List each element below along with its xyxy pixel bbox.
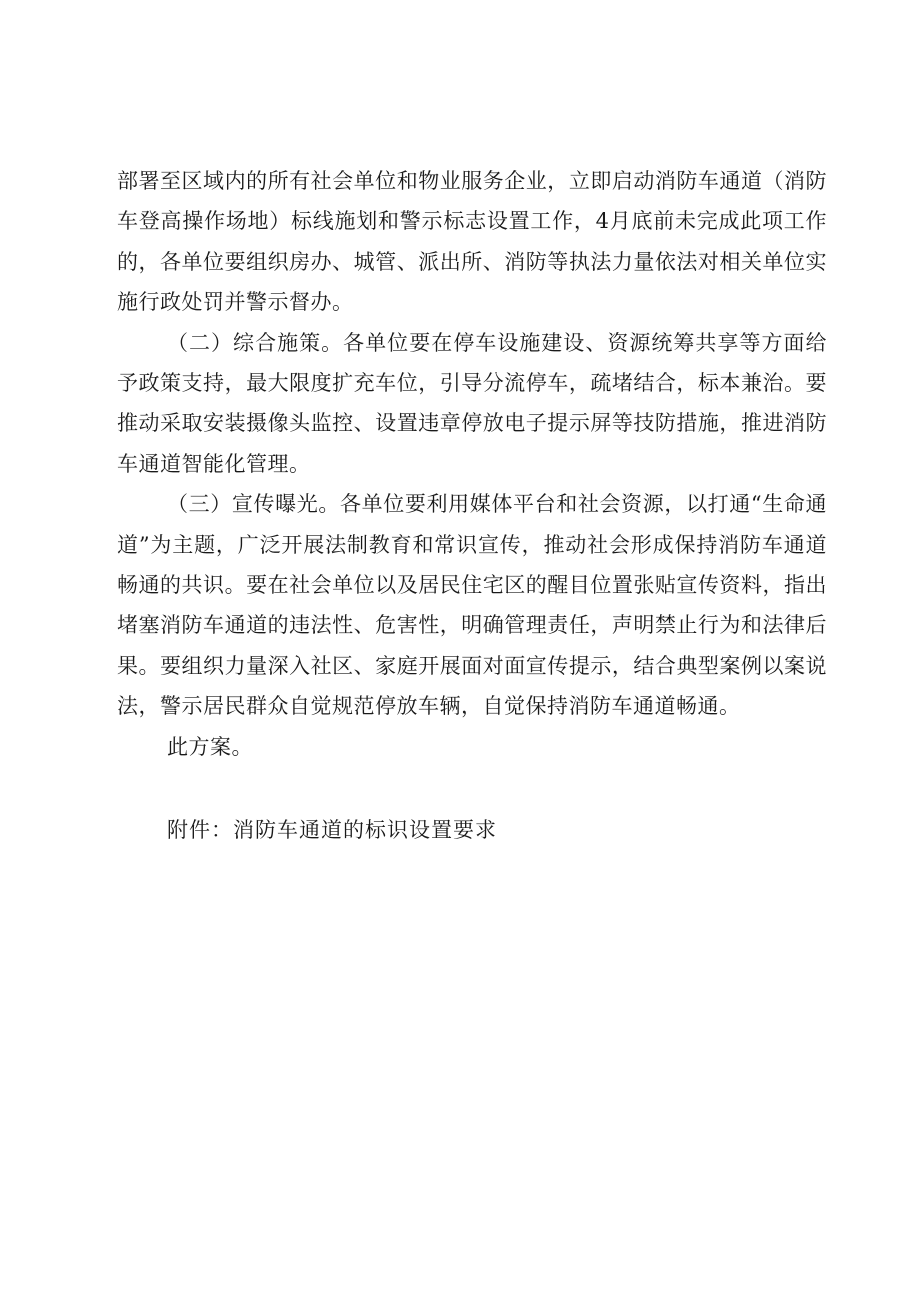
closing-line: 此方案。 bbox=[167, 734, 253, 759]
body-paragraph-comprehensive-measures: （二）综合施策。各单位要在停车设施建设、资源统筹共享等方面给予政策支持，最大限度扩充车位，引导分流停车，疏堵结合，标本兼治。要推动采取安装摄像头监控、设置违章停放电子提示屏等技防措施，推进消防车通道智能化管理。 bbox=[117, 330, 827, 476]
body-paragraph-1: 部署至区域内的所有社会单位和物业服务企业，立即启动消防车通道（消防车登高操作场地）标线施划和警示标志设置工作，4月底前未完成此项工作的，各单位要组织房办、城管、派出所、消防等执法力量依法对相关单位实施行政处罚并警示督办。 bbox=[117, 169, 827, 315]
document-body bbox=[117, 161, 827, 851]
body-paragraph-publicity-exposure: （三）宣传曝光。各单位要利用媒体平台和社会资源，以打通“生命通道”为主题，广泛开展法制教育和常识宣传，推动社会形成保持消防车通道畅通的共识。要在社会单位以及居民住宅区的醒目位置张贴宣传资料，指出堵塞消防车通道的违法性、危害性，明确管理责任，声明禁止行为和法律后果。要组织力量深入社区、家庭开展面对面宣传提示，结合典型案例以案说法，警示居民群众自觉规范停放车辆，自觉保持消防车通道畅通。 bbox=[117, 492, 827, 719]
attachment-line: 附件：消防车通道的标识设置要求 bbox=[167, 818, 497, 843]
